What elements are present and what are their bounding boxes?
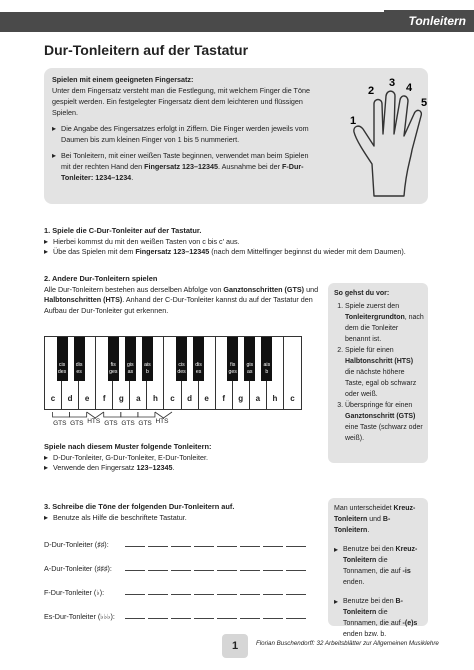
step-label: GTS — [104, 420, 118, 427]
black-key-sharp-name: ais — [263, 362, 271, 368]
black-key-flat-name: des — [177, 369, 186, 375]
answer-row-es-dur[interactable]: Es-Dur-Tonleiter (♭♭♭): — [44, 610, 306, 621]
procedure-box — [328, 283, 428, 463]
black-key-flat-name: b — [265, 369, 269, 375]
black-key — [57, 337, 68, 381]
black-key — [74, 337, 85, 381]
page-title: Dur-Tonleitern auf der Tastatur — [44, 42, 249, 58]
page-number: 1 — [222, 634, 248, 658]
answer-blank[interactable] — [286, 562, 306, 571]
chapter-label: Tonleitern — [384, 10, 474, 32]
answer-row-d-dur[interactable]: D-Dur-Tonleiter (♯♯): — [44, 538, 306, 549]
hand-illustration — [344, 74, 454, 202]
black-key-sharp-name: ais — [144, 362, 151, 368]
scale-types-intro: Man unterscheidet Kreuz-Tonleitern und B-Tonleitern. — [334, 505, 416, 534]
procedure-heading: So gehst du vor: — [334, 290, 390, 297]
answer-row-a-dur[interactable]: A-Dur-Tonleiter (♯♯♯): — [44, 562, 306, 573]
fingering-info-box — [44, 68, 428, 204]
pattern-line-2: ▸ Verwende den Fingersatz 123–12345. — [44, 463, 320, 474]
answer-blank[interactable] — [194, 562, 214, 571]
black-key-sharp-name: gis — [246, 362, 254, 368]
white-key-label: h — [152, 394, 158, 403]
white-key-label: h — [272, 394, 278, 403]
info-bullet-1: ▸ Die Angabe des Fingersatzes erfolgt in Ziffern. Die Finger werden jeweils vom Daumen bis zum kleinen Finger von 1 bis 5 nummeriert. — [52, 123, 320, 145]
step-bracket — [121, 412, 138, 417]
section-3 — [44, 502, 320, 523]
step-bracket — [138, 412, 155, 417]
white-key-label: c — [170, 394, 175, 403]
answer-blank[interactable] — [240, 610, 260, 619]
white-key-label: g — [118, 394, 124, 403]
finger-4-label: 4 — [406, 82, 413, 94]
answer-blank[interactable] — [263, 538, 283, 547]
black-key-sharp-name: dis — [75, 362, 83, 368]
answer-blank[interactable] — [194, 586, 214, 595]
pattern-heading: Spiele nach diesem Muster folgende Tonleitern: — [44, 442, 212, 451]
section-2 — [44, 274, 320, 316]
black-key-flat-name: as — [127, 369, 134, 375]
section-1-line-1: ▸ Hierbei kommst du mit den weißen Tasten von c bis c' aus. — [44, 237, 444, 248]
white-key-label: e — [84, 394, 90, 403]
step-label: HTS — [155, 418, 169, 425]
sharp-scales-note: ▸ Benutze bei den Kreuz-Tonleitern die Tonnamen, die auf -is enden. — [334, 544, 424, 588]
answer-blank[interactable] — [286, 538, 306, 547]
finger-2-label: 2 — [368, 85, 375, 97]
black-key-sharp-name: fis — [110, 362, 116, 368]
answer-blank[interactable] — [240, 538, 260, 547]
black-key — [227, 337, 238, 381]
answer-blank[interactable] — [125, 538, 145, 547]
procedure-step-3: 3. Überspringe für einen Ganztonschritt (GTS) eine Taste (schwarz oder weiß). — [345, 400, 424, 444]
procedure-step-2: 2. Spiele für einen Halbtonschritt (HTS) die nächste höhere Taste, egal ob schwarz oder weiß. — [345, 345, 424, 400]
white-key-label: c — [290, 394, 295, 403]
pattern-line-1: ▸ D-Dur-Tonleiter, G-Dur-Tonleiter, E-Dur-Tonleiter. — [44, 453, 320, 464]
black-key-flat-name: ges — [109, 369, 118, 375]
answer-blank[interactable] — [171, 562, 191, 571]
white-key-label: c — [50, 394, 56, 403]
answer-blank[interactable] — [217, 610, 237, 619]
info-bullet-2: ▸ Bei Tonleitern, mit einer weißen Taste beginnen, verwendet man beim Spielen mit der rechten Hand den Fingersatz 123–12345. Ausnahme bei der F-Dur-Tonleiter: 1234–1234. — [52, 150, 320, 183]
white-key-label: a — [255, 394, 261, 403]
black-key-flat-name: es — [76, 369, 82, 375]
step-label: HTS — [87, 418, 101, 425]
section-3-heading: 3. Schreibe die Töne der folgenden Dur-Tonleitern auf. — [44, 502, 235, 511]
answer-blank[interactable] — [171, 586, 191, 595]
finger-3-label: 3 — [389, 77, 396, 89]
black-key-flat-name: as — [247, 369, 253, 375]
section-2-heading: 2. Andere Dur-Tonleitern spielen — [44, 274, 158, 283]
step-label: GTS — [121, 420, 135, 427]
black-key-sharp-name: cis — [178, 362, 185, 368]
section-1-line-2: ▸ Übe das Spielen mit dem Fingersatz 123–12345 (nach dem Mittelfinger beginnst du wieder mit dem Daumen). — [44, 247, 444, 258]
white-key-label: e — [204, 394, 209, 403]
black-key — [261, 337, 272, 381]
step-bracket — [70, 412, 87, 417]
step-bracket — [53, 412, 70, 417]
white-key-label: f — [222, 394, 226, 403]
step-label: GTS — [70, 420, 84, 427]
answer-blank[interactable] — [263, 610, 283, 619]
black-key — [125, 337, 136, 381]
flat-scales-note: ▸ Benutze bei den B-Tonleitern die Tonnamen, die auf -(e)s enden bzw. b. — [334, 596, 424, 640]
section-1 — [44, 226, 444, 258]
white-key-label: a — [136, 394, 141, 403]
answer-row-f-dur[interactable]: F-Dur-Tonleiter (♭): — [44, 586, 306, 597]
footer-credit: Florian Buschendorff: 32 Arbeitsblätter zur Allgemeinen Musiklehre — [256, 640, 439, 647]
info-paragraph: Unter dem Fingersatz versteht man die Festlegung, mit welchem Finger die Töne gespielt werden. Ein festgelegter Fingersatz dient dem leichteren und flüssigen Spielen. — [52, 86, 310, 117]
step-bracket — [104, 412, 121, 417]
white-key-label: f — [102, 394, 106, 403]
answer-blank[interactable] — [125, 562, 145, 571]
step-label: GTS — [138, 420, 152, 427]
answer-blank[interactable] — [217, 562, 237, 571]
answer-blank[interactable] — [171, 610, 191, 619]
answer-blank[interactable] — [148, 538, 168, 547]
black-key — [244, 337, 255, 381]
black-key — [108, 337, 119, 381]
black-key-sharp-name: dis — [195, 362, 202, 368]
answer-blank[interactable] — [240, 562, 260, 571]
answer-blank[interactable] — [125, 586, 145, 595]
answer-blank[interactable] — [148, 610, 168, 619]
white-key-label: g — [238, 394, 244, 403]
answer-blank[interactable] — [217, 586, 237, 595]
section-1-heading: 1. Spiele die C-Dur-Tonleiter auf der Tastatur. — [44, 226, 202, 235]
answer-blank[interactable] — [286, 610, 306, 619]
top-header-bar — [0, 0, 474, 32]
finger-1-label: 1 — [350, 115, 357, 127]
black-key-flat-name: b — [145, 369, 149, 375]
black-key-sharp-name: cis — [58, 362, 66, 368]
black-key — [193, 337, 204, 381]
answer-blank[interactable] — [263, 562, 283, 571]
answer-blank[interactable] — [148, 586, 168, 595]
section-3-line-1: ▸ Benutze als Hilfe die beschriftete Tastatur. — [44, 513, 320, 524]
white-key — [284, 337, 301, 409]
pattern-section — [44, 442, 320, 474]
answer-blank[interactable] — [194, 610, 214, 619]
black-key — [176, 337, 187, 381]
black-key — [142, 337, 153, 381]
finger-5-label: 5 — [421, 97, 428, 109]
scale-types-box — [328, 498, 428, 638]
answer-blank[interactable] — [194, 538, 214, 547]
black-key-flat-name: ges — [228, 369, 237, 375]
info-heading: Spielen mit einem geeigneten Fingersatz: — [52, 75, 194, 84]
section-2-paragraph: Alle Dur-Tonleitern bestehen aus derselben Abfolge von Ganztonschritten (GTS) und Halbtonschritten (HTS). Anhand der C-Dur-Tonleiter kannst du auf der Tastatur den Aufbau der Dur-Tonleiter gut erkennen. — [44, 284, 319, 315]
step-label: GTS — [53, 420, 67, 427]
black-key-flat-name: des — [57, 369, 67, 375]
piano-keyboard — [44, 336, 302, 410]
answer-blank[interactable] — [148, 562, 168, 571]
black-key-flat-name: es — [195, 369, 202, 375]
black-key-sharp-name: fis — [230, 362, 236, 368]
procedure-step-1: 1. Spiele zuerst den Tonleitergrundton, nach dem die Tonleiter benannt ist. — [345, 301, 424, 345]
white-key-label: d — [187, 394, 192, 403]
answer-blank[interactable] — [125, 610, 145, 619]
answer-blank[interactable] — [171, 538, 191, 547]
answer-blank[interactable] — [240, 586, 260, 595]
answer-blank[interactable] — [263, 586, 283, 595]
footer — [0, 634, 474, 658]
answer-blank[interactable] — [217, 538, 237, 547]
answer-blank[interactable] — [286, 586, 306, 595]
black-key-sharp-name: gis — [127, 362, 134, 368]
white-key-label: d — [67, 394, 73, 403]
